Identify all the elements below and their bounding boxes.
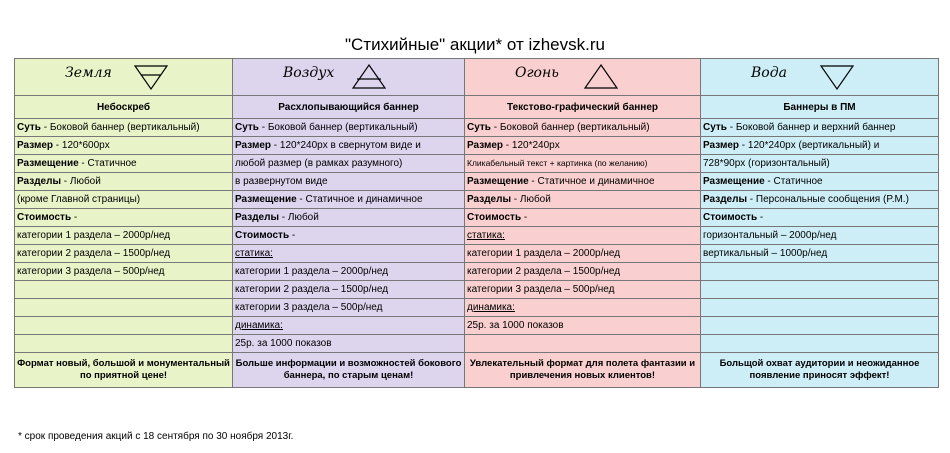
- table-cell: [15, 137, 233, 155]
- cell-label: Размер: [467, 140, 504, 151]
- table-cell: [233, 119, 465, 137]
- table-cell: [233, 227, 465, 245]
- earth-triangle-icon: [133, 63, 169, 91]
- table-row: [15, 137, 939, 155]
- cell-label: Стоимость: [467, 212, 522, 223]
- fire-triangle-icon: [583, 63, 619, 91]
- cell-text: - Статичное: [78, 158, 137, 169]
- table-cell: [465, 299, 701, 317]
- cell-text: - Любой: [511, 194, 551, 205]
- element-name: Земля: [65, 65, 112, 81]
- cell-text: категории 1 раздела – 2000р/нед: [235, 266, 389, 277]
- promo-table: [14, 58, 939, 388]
- table-cell: [465, 335, 701, 353]
- table-cell: [701, 209, 939, 227]
- cell-text: статика:: [467, 230, 505, 241]
- cell-text: - Боковой баннер (вертикальный): [490, 122, 650, 133]
- table-row: [15, 317, 939, 335]
- table-row: [15, 227, 939, 245]
- cell-label: Суть: [235, 122, 259, 133]
- table-row: [15, 281, 939, 299]
- table-cell: [701, 137, 939, 155]
- table-cell: [465, 191, 701, 209]
- cell-text: - Персональные сообщения (P.M.): [747, 194, 909, 205]
- cell-text: категории 2 раздела – 1500р/нед: [235, 284, 389, 295]
- banner-name: Расхлопывающийся баннер: [233, 96, 465, 119]
- table-cell: [701, 227, 939, 245]
- cell-label: Размещение: [235, 194, 297, 205]
- table-cell: [465, 227, 701, 245]
- cell-text: категории 3 раздела – 500р/нед: [235, 302, 383, 313]
- table-cell: [465, 173, 701, 191]
- table-row: [15, 245, 939, 263]
- banner-name-row: [15, 96, 939, 119]
- table-cell: [465, 209, 701, 227]
- table-cell: [15, 263, 233, 281]
- table-cell: [465, 263, 701, 281]
- table-cell: [233, 263, 465, 281]
- table-row: [15, 263, 939, 281]
- cell-text: - Статичное и динамичное: [296, 194, 423, 205]
- table-cell: [15, 173, 233, 191]
- cell-text: - 120*600px: [53, 140, 110, 151]
- slogan-cell: Формат новый, большой и монументальный по приятной цене!: [15, 353, 233, 388]
- cell-text: (кроме Главной страницы): [17, 194, 141, 205]
- cell-label: Стоимость: [17, 212, 72, 223]
- cell-label: Размер: [17, 140, 54, 151]
- cell-label: Суть: [703, 122, 727, 133]
- table-cell: [233, 299, 465, 317]
- table-cell: [701, 245, 939, 263]
- cell-text: - Статичное: [764, 176, 823, 187]
- table-cell: [465, 281, 701, 299]
- cell-text: - 120*240px (вертикальный) и: [739, 140, 880, 151]
- cell-text: -: [71, 212, 78, 223]
- element-cell-earth: [15, 59, 233, 96]
- table-cell: [15, 209, 233, 227]
- slogan-row: [15, 353, 939, 388]
- table-row: [15, 209, 939, 227]
- cell-text: категории 2 раздела – 1500р/нед: [467, 266, 621, 277]
- slogan-cell: Увлекательный формат для полета фантазии и привлечения новых клиентов!: [465, 353, 701, 388]
- banner-name: Баннеры в ПМ: [701, 96, 939, 119]
- table-cell: [465, 119, 701, 137]
- table-cell: [701, 119, 939, 137]
- element-cell-water: [701, 59, 939, 96]
- table-row: [15, 119, 939, 137]
- table-cell: [465, 317, 701, 335]
- table-cell: [465, 137, 701, 155]
- table-cell: [15, 335, 233, 353]
- table-row: [15, 173, 939, 191]
- cell-text: -: [757, 212, 764, 223]
- cell-label: Размещение: [703, 176, 765, 187]
- table-cell: [15, 245, 233, 263]
- footnote: * срок проведения акций с 18 сентября по 30 ноября 2013г.: [18, 431, 294, 442]
- cell-text: - 120*240px: [503, 140, 560, 151]
- cell-text: -: [521, 212, 528, 223]
- cell-label: Стоимость: [235, 230, 290, 241]
- cell-text: Кликабельный текст + картинка (по желанию): [467, 158, 648, 168]
- cell-text: - Статичное и динамичное: [528, 176, 655, 187]
- element-header-row: [15, 59, 939, 96]
- table-cell: [701, 281, 939, 299]
- cell-text: статика:: [235, 248, 273, 259]
- cell-label: Размещение: [17, 158, 79, 169]
- table-cell: [701, 335, 939, 353]
- cell-text: в развернутом виде: [235, 176, 328, 187]
- air-triangle-icon: [351, 63, 387, 91]
- element-name: Вода: [751, 65, 787, 81]
- table-cell: [15, 317, 233, 335]
- table-cell: [701, 299, 939, 317]
- cell-label: Стоимость: [703, 212, 758, 223]
- cell-text: - 120*240px в свернутом виде и: [271, 140, 421, 151]
- cell-label: Суть: [17, 122, 41, 133]
- table-cell: [233, 137, 465, 155]
- table-row: [15, 155, 939, 173]
- element-cell-fire: [465, 59, 701, 96]
- table-cell: [233, 317, 465, 335]
- element-cell-air: [233, 59, 465, 96]
- table-cell: [233, 173, 465, 191]
- table-cell: [15, 155, 233, 173]
- banner-name: Небоскреб: [15, 96, 233, 119]
- slogan-cell: Больщой охват аудитории и неожиданное появление приносят эффект!: [701, 353, 939, 388]
- water-triangle-icon: [819, 63, 855, 91]
- slogan-cell: Больше информации и возможностей бокового баннера, по старым ценам!: [233, 353, 465, 388]
- cell-text: - Любой: [279, 212, 319, 223]
- table-cell: [233, 245, 465, 263]
- table-cell: [465, 245, 701, 263]
- cell-label: Размещение: [467, 176, 529, 187]
- cell-text: - Боковой баннер и верхний баннер: [726, 122, 896, 133]
- table-cell: [701, 173, 939, 191]
- cell-text: -: [289, 230, 296, 241]
- banner-name: Текстово-графический баннер: [465, 96, 701, 119]
- table-row: [15, 335, 939, 353]
- cell-label: Разделы: [467, 194, 511, 205]
- cell-label: Размер: [703, 140, 740, 151]
- cell-text: - Боковой баннер (вертикальный): [40, 122, 200, 133]
- table-row: [15, 191, 939, 209]
- cell-label: Разделы: [235, 212, 279, 223]
- table-cell: [701, 317, 939, 335]
- cell-text: любой размер (в рамках разумного): [235, 158, 403, 169]
- cell-text: 25р. за 1000 показов: [235, 338, 332, 349]
- table-cell: [233, 209, 465, 227]
- cell-label: Разделы: [703, 194, 747, 205]
- element-name: Огонь: [515, 65, 559, 81]
- element-name: Воздух: [283, 65, 335, 81]
- table-cell: [15, 119, 233, 137]
- cell-text: категории 2 раздела – 1500р/нед: [17, 248, 171, 259]
- cell-text: 25р. за 1000 показов: [467, 320, 564, 331]
- cell-text: категории 1 раздела – 2000р/нед: [467, 248, 621, 259]
- cell-text: - Любой: [61, 176, 101, 187]
- cell-text: категории 3 раздела – 500р/нед: [467, 284, 615, 295]
- cell-text: 728*90px (горизонтальный): [703, 158, 830, 169]
- cell-text: категории 3 раздела – 500р/нед: [17, 266, 165, 277]
- cell-label: Разделы: [17, 176, 61, 187]
- cell-text: вертикальный – 1000р/нед: [703, 248, 828, 259]
- table-cell: [233, 191, 465, 209]
- table-cell: [15, 191, 233, 209]
- table-cell: [15, 281, 233, 299]
- table-cell: [15, 227, 233, 245]
- cell-label: Размер: [235, 140, 272, 151]
- table-cell: [701, 191, 939, 209]
- table-row: [15, 299, 939, 317]
- table-cell: [233, 335, 465, 353]
- table-cell: [233, 155, 465, 173]
- table-cell: [15, 299, 233, 317]
- cell-text: динамика:: [235, 320, 283, 331]
- table-cell: [465, 155, 701, 173]
- table-cell: [701, 263, 939, 281]
- cell-text: - Боковой баннер (вертикальный): [258, 122, 418, 133]
- page-title: "Стихийные" акции* от izhevsk.ru: [345, 35, 605, 54]
- table-cell: [233, 281, 465, 299]
- cell-text: категории 1 раздела – 2000р/нед: [17, 230, 171, 241]
- table-cell: [701, 155, 939, 173]
- cell-label: Суть: [467, 122, 491, 133]
- cell-text: горизонтальный – 2000р/нед: [703, 230, 837, 241]
- cell-text: динамика:: [467, 302, 515, 313]
